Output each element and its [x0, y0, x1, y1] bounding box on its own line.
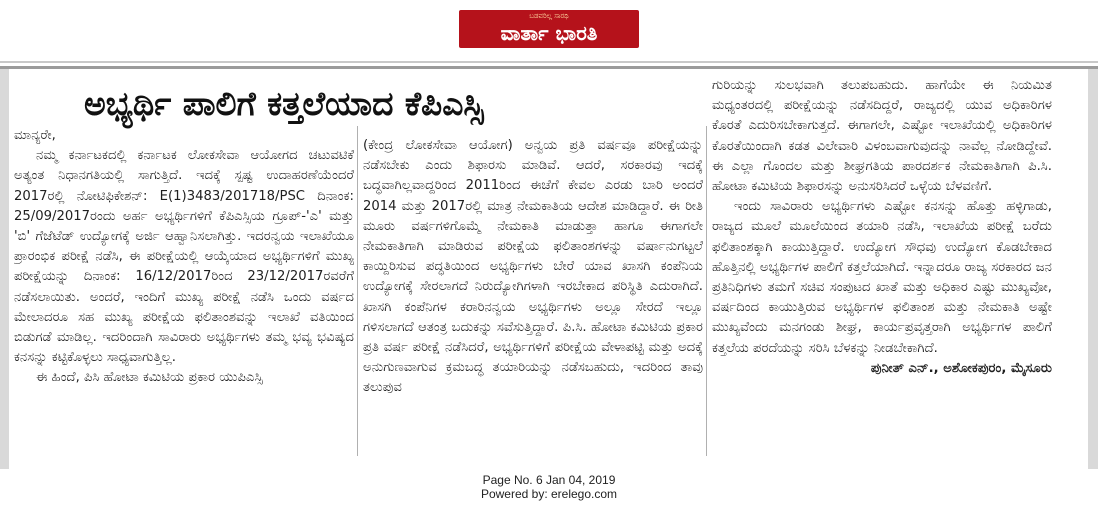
article-headline: ಅಭ್ಯರ್ಥಿ ಪಾಲಿಗೆ ಕತ್ತಲೆಯಾದ ಕೆಪಿಎಸ್ಸಿ — [84, 84, 485, 123]
powered-by: Powered by: erelego.com — [480, 487, 618, 501]
paragraph: ನಮ್ಮ ಕರ್ನಾಟಕದಲ್ಲಿ ಕರ್ನಾಟಕ ಲೋಕಸೇವಾ ಆಯೋಗದ ಚಟುವಟಿಕೆ ಅತ್ಯಂತ ನಿಧಾನಗತಿಯಲ್ಲಿ ಸಾಗುತ್ತಿದೆ. ಇದಕ್ಕೆ ಸ್ಪಷ್ಟ ಉದಾಹರಣೆಯೆಂದರೆ 2017ರಲ್ಲಿ ನೋಟಿಫಿಕೇಶನ್: E(1)3483/201718/PSC ದಿನಾಂಕ: 25/09/2017ರಂದು ಅರ್ಹ ಅಭ್ಯರ್ಥಿಗಳಿಗೆ ಕೆಪಿಎಸ್ಸಿಯ ಗ್ರೂಪ್-'ಎ' ಮತ್ತು 'ಬಿ' ಗೆಜೆಟೆಡ್ ಉದ್ಯೋಗಕ್ಕೆ ಅರ್ಜಿ ಆಹ್ವಾನಿಸಲಾಗಿತ್ತು. ಇದರನ್ವಯ ಇಲಾಖೆಯೂ ಪ್ರಾರಂಭಿಕ ಪರೀಕ್ಷೆ ನಡೆಸಿ, ಈ ಪರೀಕ್ಷೆಯಲ್ಲಿ ಆಯ್ಕೆಯಾದ ಅಭ್ಯರ್ಥಿಗಳಿಗೆ ಮುಖ್ಯ ಪರೀಕ್ಷೆಯನ್ನು ದಿನಾಂಕ: 16/12/2017ರಿಂದ 23/12/2017ರವರೆಗೆ ನಡೆಸಲಾಯಿತು. ಅಂದರೆ, ಇಂದಿಗೆ ಮುಖ್ಯ ಪರೀಕ್ಷೆ ನಡೆಸಿ ಒಂದು ವರ್ಷದ ಮೇಲಾದರೂ ಸಹ ಮುಖ್ಯ ಪರೀಕ್ಷೆಯ ಫಲಿತಾಂಶವನ್ನು ಇಲಾಖೆ ವತಿಯಿಂದ ಬಿಡುಗಡೆ ಮಾಡಿಲ್ಲ. ಇದರಿಂದಾಗಿ ಸಾವಿರಾರು ಅಭ್ಯರ್ಥಿಗಳು ತಮ್ಮ ಭವ್ಯ ಭವಿಷ್ಯದ ಕನಸನ್ನು ಕಟ್ಟಿಕೊಳ್ಳಲು ಸಾಧ್ಯವಾಗುತ್ತಿಲ್ಲ. — [14, 148, 354, 366]
article-column-2 — [363, 136, 703, 456]
gray-rule — [0, 66, 1098, 69]
column-divider — [357, 126, 358, 456]
salutation: ಮಾನ್ಯರೇ, — [14, 128, 56, 143]
paragraph: (ಕೇಂದ್ರ ಲೋಕಸೇವಾ ಆಯೋಗ) ಅನ್ವಯ ಪ್ರತಿ ವರ್ಷವೂ ಪರೀಕ್ಷೆಯನ್ನು ನಡೆಸಬೇಕು ಎಂದು ಶಿಫಾರಸು ಮಾಡಿವೆ. ಆದರೆ, ಸರಕಾರವು ಇದಕ್ಕೆ ಬದ್ಧವಾಗಿಲ್ಲವಾದ್ದರಿಂದ 2011ರಿಂದ ಈಚೆಗೆ ಕೇವಲ ಎರಡು ಬಾರಿ ಅಂದರೆ 2014 ಮತ್ತು 2017ರಲ್ಲಿ ಮಾತ್ರ ನೇಮಕಾತಿಯ ಆದೇಶ ಮಾಡಿದ್ದಾರೆ. ಈ ರೀತಿ ಮೂರು ವರ್ಷಗಳಿಗೊಮ್ಮೆ ನೇಮಕಾತಿ ಮಾಡುತ್ತಾ ಹಾಗೂ ಈಗಾಗಲೇ ನೇಮಕಾತಿಗಾಗಿ ಮಾಡಿರುವ ಪರೀಕ್ಷೆಯ ಫಲಿತಾಂಶಗಳನ್ನು ವರ್ಷಾನುಗಟ್ಟಲೆ ಕಾಯ್ದಿರಿಸುವ ಪದ್ಧತಿಯಿಂದ ಅಭ್ಯರ್ಥಿಗಳು ಬೇರೆ ಯಾವ ಖಾಸಗಿ ಕಂಪೆನಿಯ ಉದ್ಯೋಗಕ್ಕೆ ಸೇರಲಾಗದೆ ನಿರುದ್ಯೋಗಿಗಳಾಗಿ ಇರಬೇಕಾದ ಪರಿಸ್ಥಿತಿ ಎದುರಾಗಿದೆ. ಖಾಸಗಿ ಕಂಪೆನಿಗಳ ಕರಾರಿನನ್ವಯ ಅಭ್ಯರ್ಥಿಗಳು ಅಲ್ಲೂ ಸೇರದೆ ಇಲ್ಲೂ ಗಳಿಸಲಾಗದೆ ಆತಂತ್ರ ಬದುಕನ್ನು ಸವೆಸುತ್ತಿದ್ದಾರೆ. ಪಿ.ಸಿ. ಹೋಟಾ ಕಮಿಟಿಯ ಪ್ರಕಾರ ಪ್ರತಿ ವರ್ಷ ಪರೀಕ್ಷೆ ನಡೆಸಿದರೆ, ಅಭ್ಯರ್ಥಿಗಳಿಗೆ ಪರೀಕ್ಷೆಯ ವೇಳಾಪಟ್ಟಿ ಮತ್ತು ಅದಕ್ಕೆ ಅನುಗುಣವಾಗುವ ಕ್ರಮಬದ್ಧ ತಯಾರಿಯನ್ನು ನಡೆಸಬಹುದು, ಇದರಿಂದ ತಾವು ತಲುಪುವ — [363, 138, 703, 396]
right-edge — [1088, 69, 1098, 469]
left-edge — [0, 69, 9, 469]
logo-tagline: ಬಡವರಿಲ್ಲ ಸಾರಥಿ — [529, 12, 569, 20]
column-divider — [706, 126, 707, 456]
author-signature: ಪುನೀತ್ ಎನ್., ಅಶೋಕಪುರಂ, ಮೈಸೂರು — [870, 360, 1052, 376]
paragraph: ಈ ಹಿಂದೆ, ಪಿಸಿ ಹೋಟಾ ಕಮಿಟಿಯ ಪ್ರಕಾರ ಯುಪಿಎಸ್ಸಿ — [36, 370, 263, 386]
newspaper-logo — [459, 10, 639, 48]
paragraph: ಇಂದು ಸಾವಿರಾರು ಅಭ್ಯರ್ಥಿಗಳು ಎಷ್ಟೋ ಕನಸನ್ನು ಹೊತ್ತು ಹಳ್ಳಿಗಾಡು, ರಾಜ್ಯದ ಮೂಲೆ ಮೂಲೆಯಿಂದ ತಯಾರಿ ನಡೆಸಿ, ಇಲಾಖೆಯ ಪರೀಕ್ಷೆ ಬರೆದು ಫಲಿತಾಂಶಕ್ಕಾಗಿ ಕಾಯುತ್ತಿದ್ದಾರೆ. ಉದ್ಯೋಗ ಸೌಧವು ಉದ್ಯೋಗ ಕೊಡಬೇಕಾದ ಹೊತ್ತಿನಲ್ಲಿ ಅಭ್ಯರ್ಥಿಗಳ ಪಾಲಿಗೆ ಕತ್ತಲೆಯಾಗಿದೆ. ಇನ್ನಾದರೂ ರಾಜ್ಯ ಸರಕಾರದ ಜನ ಪ್ರತಿನಿಧಿಗಳು ತಮಗೆ ಸಚಿವ ಸಂಪುಟದ ಖಾತೆ ಮತ್ತು ಅಧಿಕಾರ ಎಷ್ಟು ಮುಖ್ಯವೋ, ವರ್ಷದಿಂದ ಕಾಯುತ್ತಿರುವ ಅಭ್ಯರ್ಥಿಗಳ ಫಲಿತಾಂಶ ಮತ್ತು ನೇಮಕಾತಿ ಅಷ್ಟೇ ಮುಖ್ಯವೆಂದು ಮನಗಂಡು ಶೀಘ್ರ, ಕಾರ್ಯಪ್ರವೃತ್ತರಾಗಿ ಅಭ್ಯರ್ಥಿಗಳ ಪಾಲಿಗೆ ಕತ್ತಲೆಯ ಪರದೆಯನ್ನು ಸರಿಸಿ ಬೆಳಕನ್ನು ನೀಡಬೇಕಾಗಿದೆ. — [712, 199, 1052, 356]
article-column-1 — [14, 126, 354, 454]
paragraph: ಗುರಿಯನ್ನು ಸುಲಭವಾಗಿ ತಲುಪಬಹುದು. ಹಾಗೆಯೇ ಈ ನಿಯಮಿತ ಮಧ್ಯಂತರದಲ್ಲಿ ಪರೀಕ್ಷೆಯನ್ನು ನಡೆಸದಿದ್ದರೆ, ರಾಜ್ಯದಲ್ಲಿ ಯುವ ಅಧಿಕಾರಿಗಳ ಕೊರತೆ ಎದುರಿಸಬೇಕಾಗುತ್ತದೆ. ಈಗಾಗಲೇ, ಎಷ್ಟೋ ಇಲಾಖೆಯಲ್ಲಿ ಅಧಿಕಾರಿಗಳ ಕೊರತೆಯಿಂದಾಗಿ ಕಡತ ವಿಲೇವಾರಿ ವಿಳಂಬವಾಗುವುದನ್ನು ನಾವೆಲ್ಲ ನೋಡಿದ್ದೇವೆ. ಈ ಎಲ್ಲಾ ಗೊಂದಲ ಮತ್ತು ಶೀಘ್ರಗತಿಯ ಪಾರದರ್ಶಕ ನೇಮಕಾತಿಗಾಗಿ ಪಿ.ಸಿ. ಹೋಟಾ ಕಮಿಟಿಯ ಶಿಫಾರಸನ್ನು ಅನುಸರಿಸಿದರೆ ಒಳ್ಳೆಯ ಬೆಳವಣಿಗೆ. — [712, 78, 1052, 195]
page-info: Page No. 6 Jan 04, 2019 — [482, 473, 616, 487]
logo-name: ವಾರ್ತಾ ಭಾರತಿ — [500, 21, 598, 45]
article-column-3 — [712, 76, 1052, 456]
top-rule — [0, 61, 1098, 63]
